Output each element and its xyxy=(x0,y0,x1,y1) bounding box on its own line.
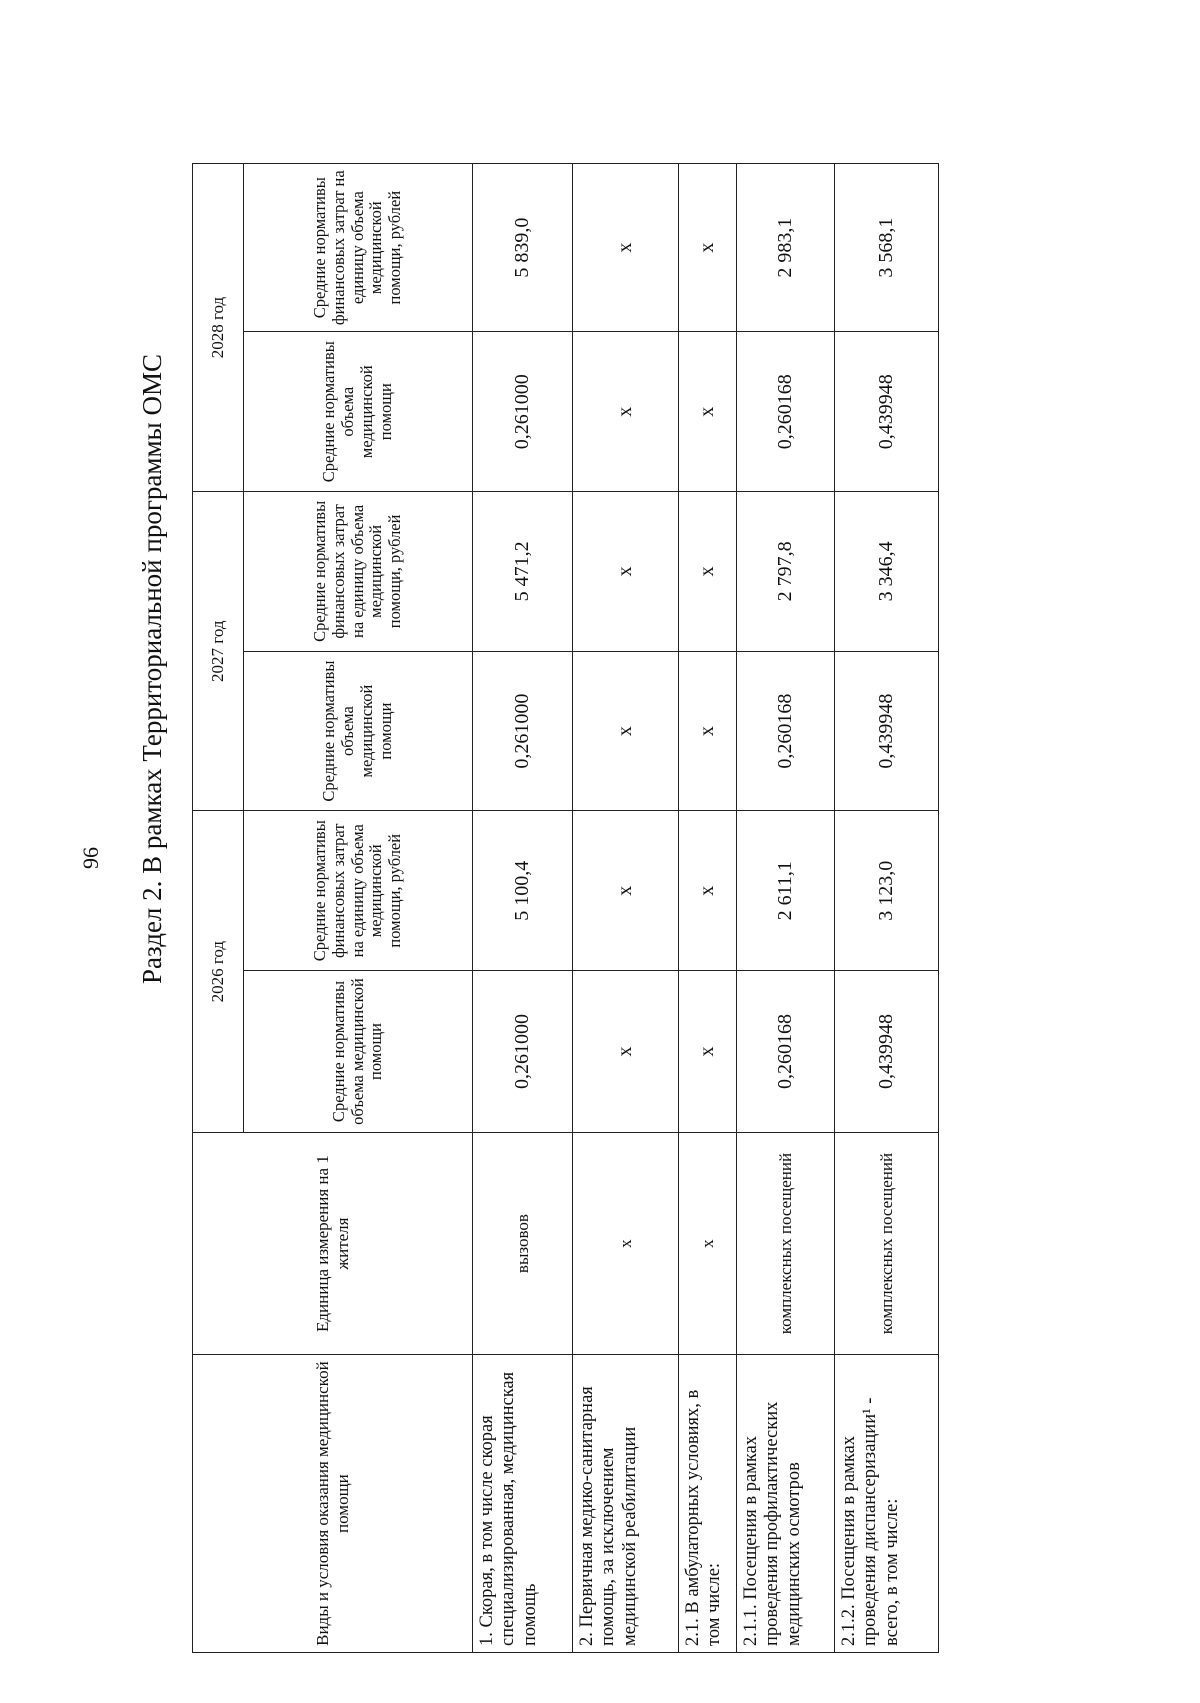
header-volume-2027: Средние нормативы объема медицинской помощи xyxy=(244,651,473,811)
norms-table xyxy=(192,163,939,1653)
table-row xyxy=(835,164,939,1653)
header-year-2026: 2026 год xyxy=(193,811,244,1133)
cell-cost-2027: 3 346,4 xyxy=(835,492,939,652)
cell-volume-2027: x xyxy=(679,651,737,811)
header-volume-2026: Средние нормативы объема медицинской помощи xyxy=(244,971,473,1133)
header-year-2028: 2028 год xyxy=(193,164,244,492)
table-row xyxy=(573,164,679,1653)
header-cost-2028: Средние нормативы финансовых затрат на единицу объема медицинской помощи, рублей xyxy=(244,164,473,332)
cell-cost-2026: x xyxy=(679,811,737,971)
row-unit: x xyxy=(573,1132,679,1354)
row-label: 1. Скорая, в том числе скорая специализированная, медицинская помощь xyxy=(473,1355,573,1653)
header-types: Виды и условия оказания медицинской помощи xyxy=(193,1355,473,1653)
cell-volume-2026: x xyxy=(573,971,679,1133)
cell-volume-2026: 0,261000 xyxy=(473,971,573,1133)
table-row xyxy=(473,164,573,1653)
row-unit: комплексных посещений xyxy=(835,1132,939,1354)
cell-volume-2028: 0,261000 xyxy=(473,332,573,492)
cell-cost-2027: 2 797,8 xyxy=(737,492,835,652)
cell-cost-2028: 5 839,0 xyxy=(473,164,573,332)
row-unit: вызовов xyxy=(473,1132,573,1354)
cell-volume-2026: x xyxy=(679,971,737,1133)
cell-cost-2028: x xyxy=(679,164,737,332)
cell-volume-2026: 0,260168 xyxy=(737,971,835,1133)
cell-volume-2028: x xyxy=(679,332,737,492)
header-unit: Единица измерения на 1 жителя xyxy=(193,1132,473,1354)
cell-volume-2026: 0,439948 xyxy=(835,971,939,1133)
cell-cost-2028: x xyxy=(573,164,679,332)
cell-cost-2026: 5 100,4 xyxy=(473,811,573,971)
cell-volume-2028: 0,439948 xyxy=(835,332,939,492)
row-label: 2.1. В амбулаторных условиях, в том числе: xyxy=(679,1355,737,1653)
table-row xyxy=(679,164,737,1653)
cell-volume-2027: 0,260168 xyxy=(737,651,835,811)
cell-volume-2028: x xyxy=(573,332,679,492)
row-unit: x xyxy=(679,1132,737,1354)
cell-volume-2028: 0,260168 xyxy=(737,332,835,492)
cell-cost-2027: x xyxy=(679,492,737,652)
row-label: 2.1.2. Посещения в рамках проведения диспансеризации¹ - всего, в том числе: xyxy=(835,1355,939,1653)
header-cost-2027: Средние нормативы финансовых затрат на единицу объема медицинской помощи, рублей xyxy=(244,492,473,652)
cell-cost-2028: 3 568,1 xyxy=(835,164,939,332)
row-label: 2. Первичная медико-санитарная помощь, за исключением медицинской реабилитации xyxy=(573,1355,679,1653)
row-label: 2.1.1. Посещения в рамках проведения профилактических медицинских осмотров xyxy=(737,1355,835,1653)
cell-volume-2027: x xyxy=(573,651,679,811)
cell-cost-2026: 3 123,0 xyxy=(835,811,939,971)
cell-cost-2026: 2 611,1 xyxy=(737,811,835,971)
cell-cost-2026: x xyxy=(573,811,679,971)
row-unit: комплексных посещений xyxy=(737,1132,835,1354)
header-cost-2026: Средние нормативы финансовых затрат на единицу объема медицинской помощи, рублей xyxy=(244,811,473,971)
cell-cost-2027: x xyxy=(573,492,679,652)
page-title: Раздел 2. В рамках Территориальной программы ОМС xyxy=(137,354,167,984)
table-row xyxy=(737,164,835,1653)
cell-cost-2027: 5 471,2 xyxy=(473,492,573,652)
page-number: 96 xyxy=(78,847,103,869)
header-volume-2028: Средние нормативы объема медицинской помощи xyxy=(244,332,473,492)
header-year-2027: 2027 год xyxy=(193,492,244,811)
cell-volume-2027: 0,439948 xyxy=(835,651,939,811)
cell-volume-2027: 0,261000 xyxy=(473,651,573,811)
cell-cost-2028: 2 983,1 xyxy=(737,164,835,332)
